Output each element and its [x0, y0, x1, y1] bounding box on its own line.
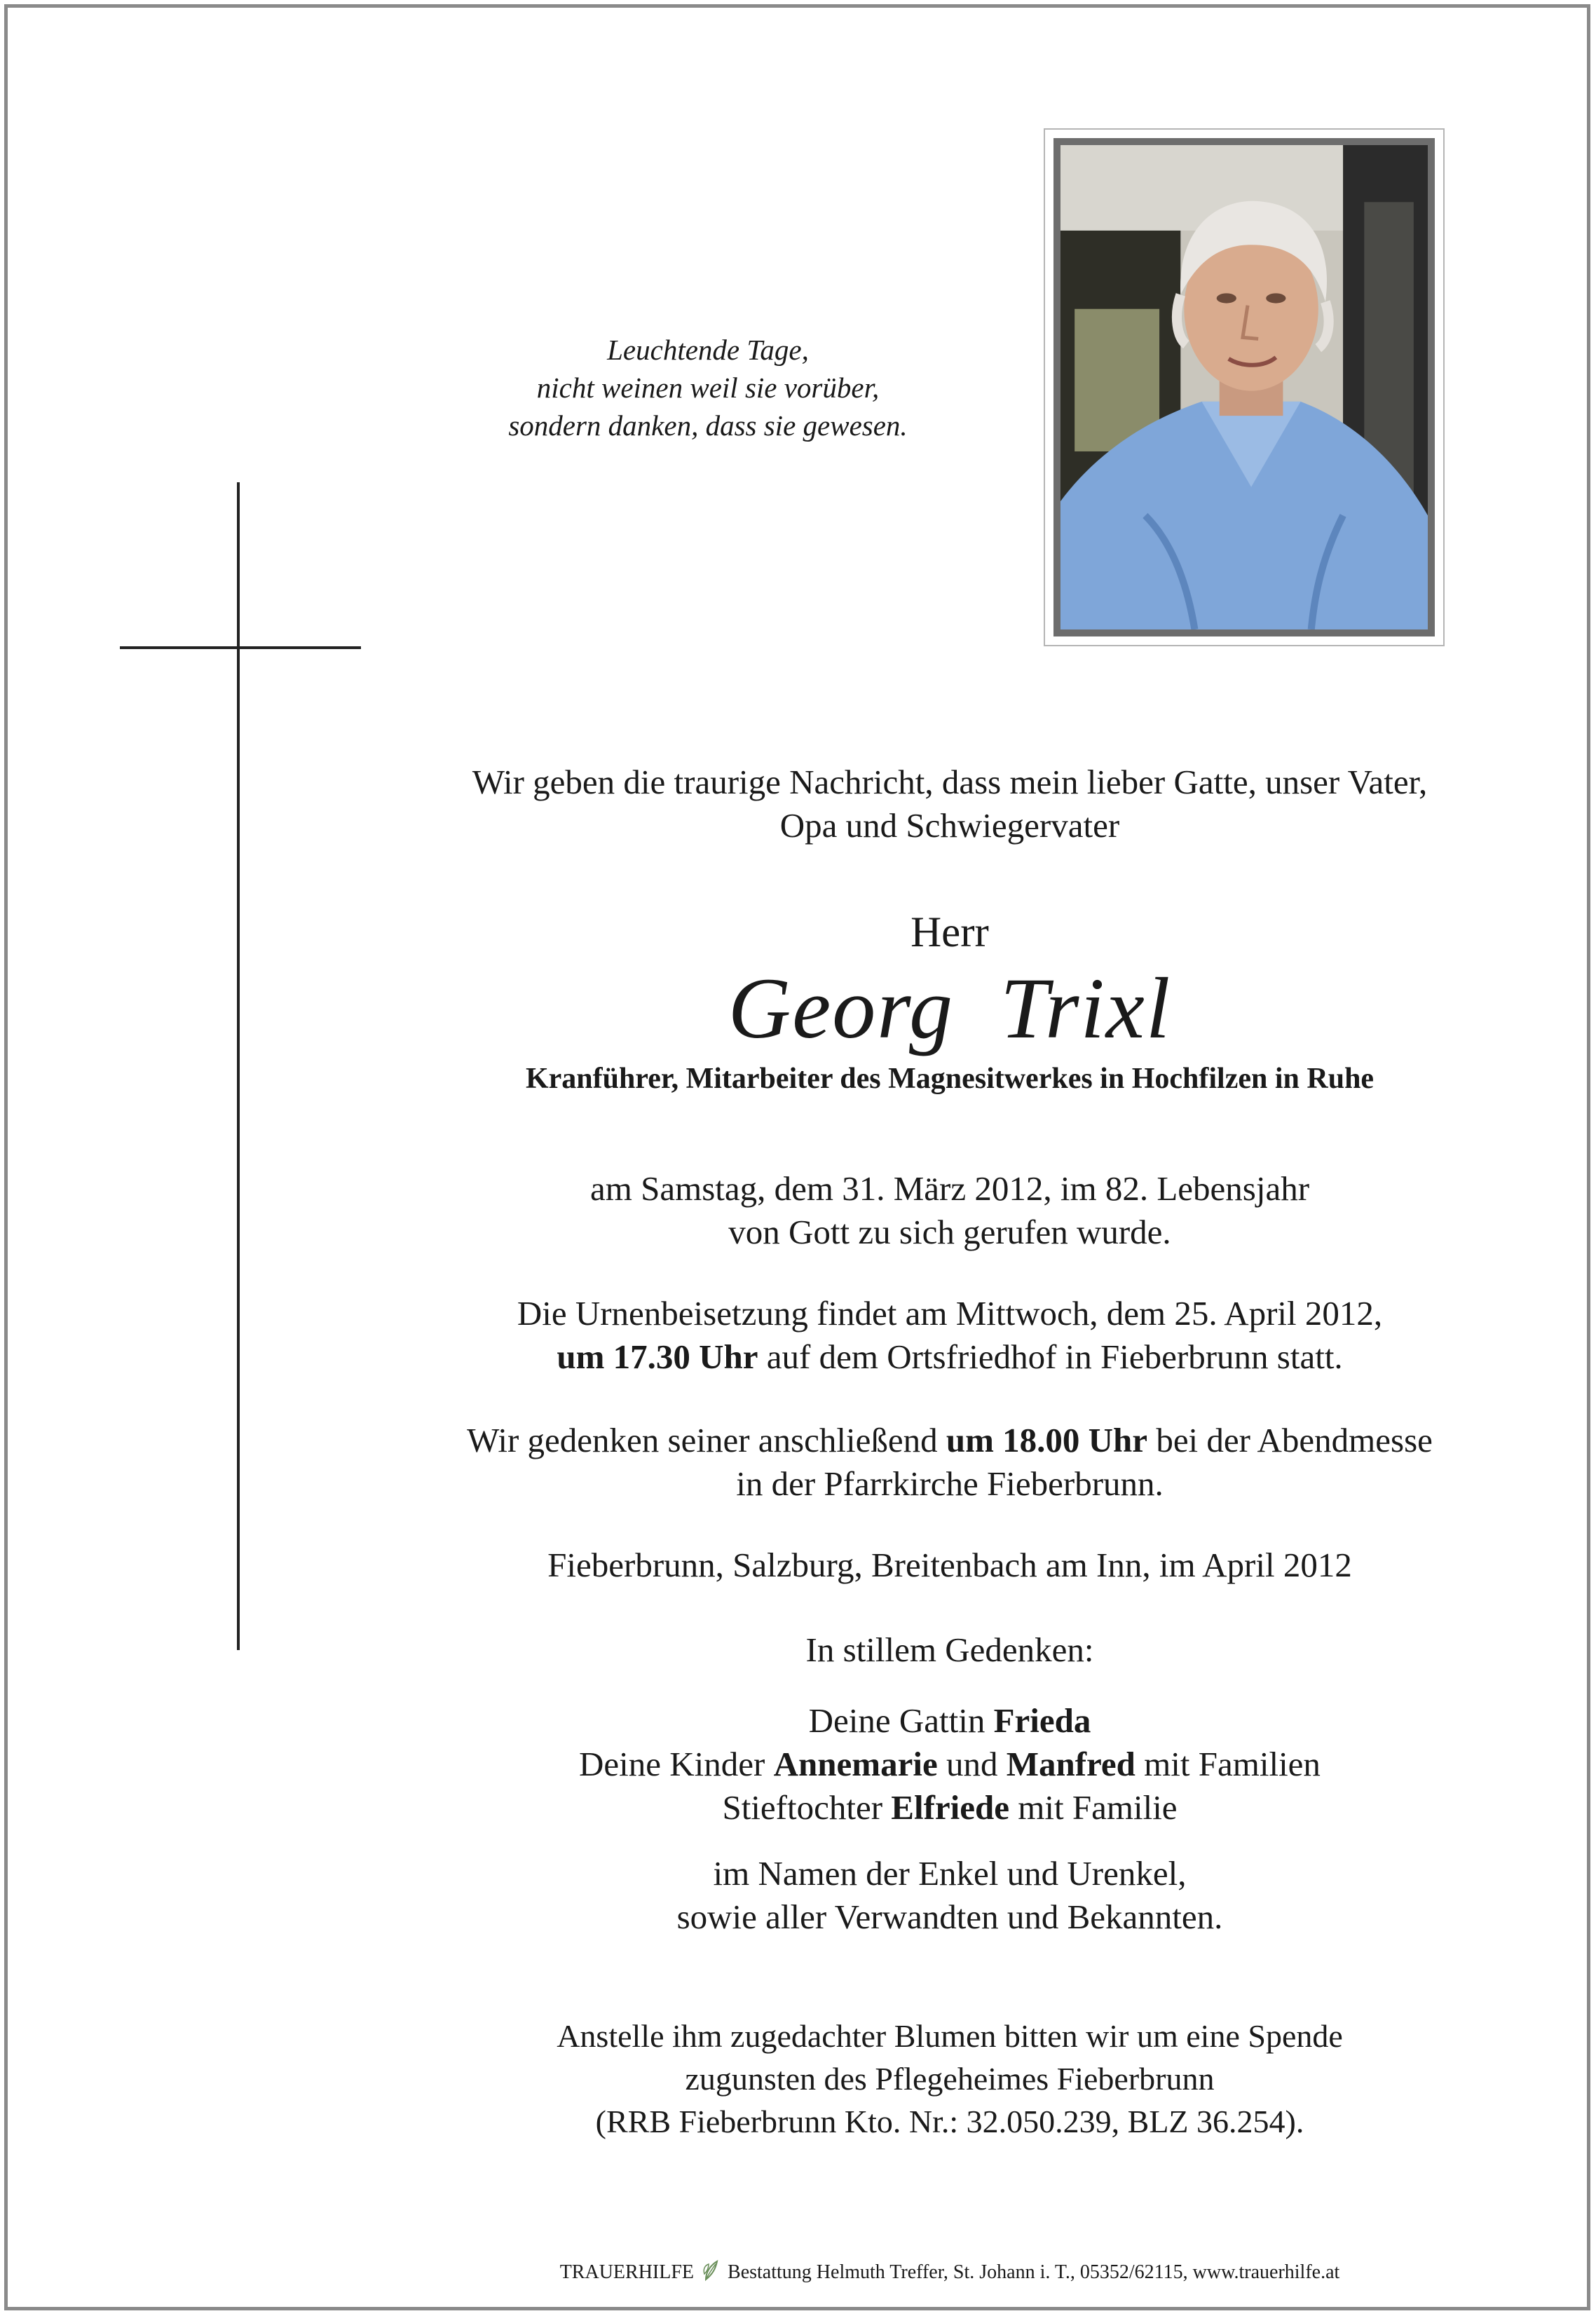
- portrait-mat: [1053, 138, 1435, 636]
- mourner-label: mit Familien: [1135, 1745, 1321, 1783]
- mass-event: bei der Abendmesse: [1147, 1421, 1433, 1459]
- mass-notice: [393, 1419, 1507, 1506]
- mourners-list: [393, 1699, 1507, 1830]
- place-date: Fieberbrunn, Salzburg, Breitenbach am Inn, im April 2012: [547, 1546, 1352, 1584]
- portrait-frame: [1044, 128, 1445, 646]
- mourner-label: und: [937, 1745, 1007, 1783]
- footer: [393, 2259, 1507, 2284]
- donation-line: (RRB Fieberbrunn Kto. Nr.: 32.050.239, BLZ 36.254).: [595, 2104, 1304, 2139]
- deceased-occupation: Kranführer, Mitarbeiter des Magnesitwerkes in Hochfilzen in Ruhe: [525, 1063, 1375, 1095]
- burial-notice: [393, 1292, 1507, 1379]
- mourner-label: Deine Kinder: [579, 1745, 774, 1783]
- mass-line: in der Pfarrkirche Fieberbrunn.: [736, 1464, 1164, 1503]
- cross-horizontal-bar: [120, 646, 361, 649]
- mass-line: [393, 1419, 1507, 1462]
- mourner-name: Frieda: [993, 1701, 1091, 1740]
- mourner-name: Manfred: [1006, 1745, 1135, 1783]
- mourner-label: Deine Gattin: [808, 1701, 994, 1740]
- death-line: von Gott zu sich gerufen wurde.: [728, 1213, 1171, 1251]
- burial-line: [393, 1335, 1507, 1379]
- quote-line: nicht weinen weil sie vorüber,: [536, 372, 880, 404]
- cross-vertical-bar: [237, 482, 240, 1650]
- relatives-line: im Namen der Enkel und Urenkel,: [713, 1854, 1187, 1893]
- relatives: [393, 1852, 1507, 1939]
- mourner-name: Annemarie: [773, 1745, 938, 1783]
- donation-line: zugunsten des Pflegeheimes Fieberbrunn: [685, 2061, 1215, 2097]
- portrait-photo: [1060, 145, 1428, 629]
- mourner-label: Stieftochter: [722, 1788, 892, 1827]
- mourning-heading: In stillem Gedenken:: [805, 1630, 1094, 1669]
- death-line: am Samstag, dem 31. März 2012, im 82. Lebensjahr: [589, 1169, 1310, 1208]
- mourner-line: [393, 1699, 1507, 1743]
- mourner-label: mit Familie: [1009, 1788, 1178, 1827]
- donation-request: [393, 2015, 1507, 2143]
- memorial-quote: [393, 331, 1023, 444]
- mass-intro: Wir gedenken seiner anschließend: [467, 1421, 946, 1459]
- leaf-icon: [702, 2259, 720, 2282]
- announcement-line: Wir geben die traurige Nachricht, dass mein lieber Gatte, unser Vater,: [472, 763, 1428, 801]
- announcement-line: Opa und Schwiegervater: [779, 806, 1120, 845]
- burial-time: um 17.30 Uhr: [557, 1337, 758, 1376]
- donation-line: Anstelle ihm zugedachter Blumen bitten wir um eine Spende: [557, 2018, 1343, 2054]
- deceased-name: Georg Trixl: [728, 960, 1172, 1056]
- mass-time: um 18.00 Uhr: [946, 1421, 1148, 1459]
- burial-location: auf dem Ortsfriedhof in Fieberbrunn statt.: [758, 1337, 1343, 1376]
- relatives-line: sowie aller Verwandten und Bekannten.: [676, 1898, 1223, 1936]
- honorific: Herr: [910, 909, 989, 956]
- mourner-name: Elfriede: [891, 1788, 1010, 1827]
- death-notice: [393, 1167, 1507, 1254]
- footer-details: Bestattung Helmuth Treffer, St. Johann i. T., 05352/62115, www.trauerhilfe.at: [728, 2261, 1340, 2283]
- footer-brand: TRAUERHILFE: [559, 2261, 695, 2283]
- mourner-line: [393, 1743, 1507, 1786]
- announcement: [393, 761, 1507, 847]
- mourner-line: [393, 1786, 1507, 1830]
- quote-line: sondern danken, dass sie gewesen.: [508, 409, 908, 442]
- burial-line: Die Urnenbeisetzung findet am Mittwoch, dem 25. April 2012,: [517, 1294, 1383, 1333]
- quote-line: Leuchtende Tage,: [607, 334, 809, 366]
